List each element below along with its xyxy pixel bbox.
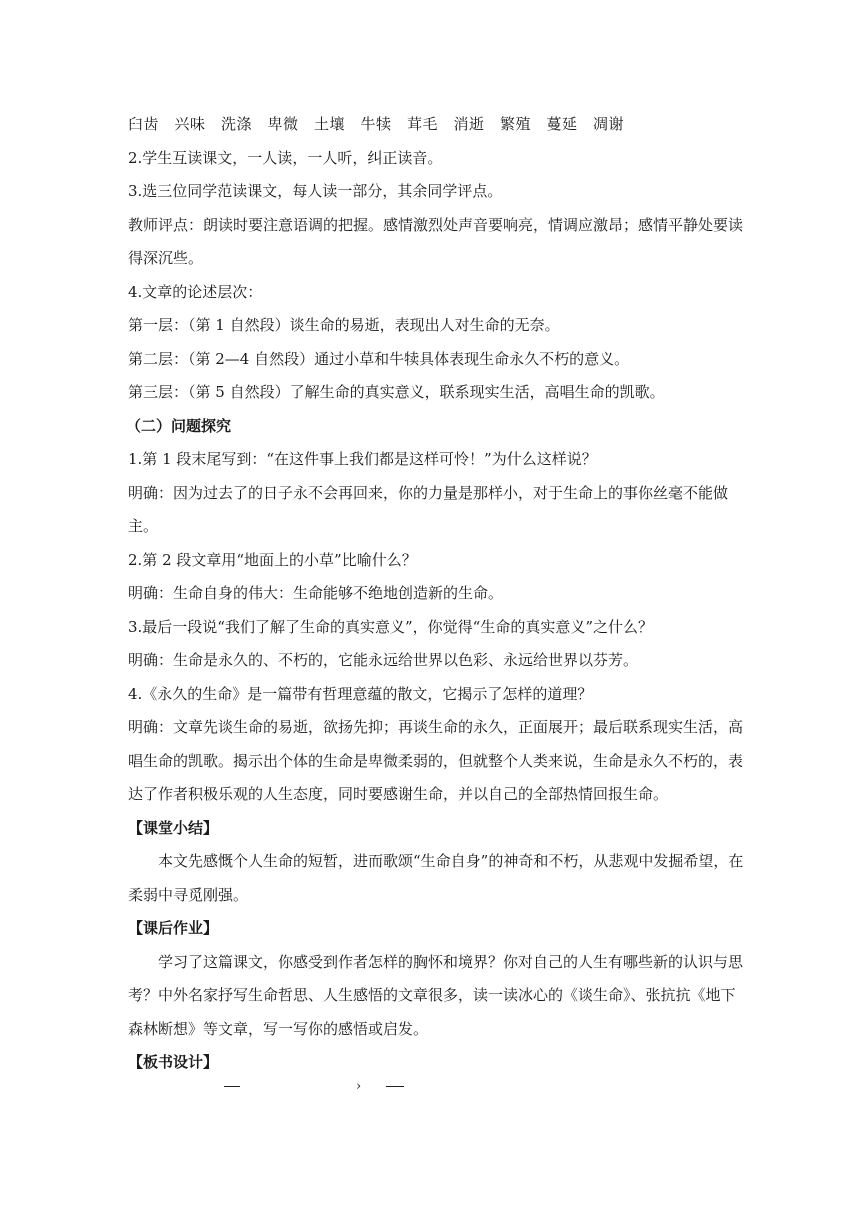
layer-3: 第三层：（第 5 自然段）了解生命的真实意义，联系现实生活，高唱生命的凯歌。 — [128, 383, 665, 401]
answer-4: 明确：文章先谈生命的易逝，欲扬先抑；再谈生命的永久，正面展开；最后联系现实生活，高唱生命的凯歌。揭示出个体的生命是卑微柔弱的，但就整个人类来说，生命是永久不朽的，表达了作者积极乐观的人生态度，同时要感谢生命，并以自己的全部热情回报生命。 — [128, 718, 744, 803]
layer-1: 第一层：（第 1 自然段）谈生命的易逝，表现出人对生命的无奈。 — [128, 316, 560, 334]
vocabulary-line: 臼齿 兴味 洗涤 卑微 土壤 牛犊 茸毛 消逝 繁殖 蔓延 凋谢 — [128, 115, 625, 133]
homework-heading: 【课后作业】 — [128, 919, 219, 937]
summary-heading: 【课堂小结】 — [128, 818, 219, 837]
step-3: 3.选三位同学范读课文，每人读一部分，其余同学评点。 — [128, 182, 503, 200]
answer-3: 明确：生命是永久的、不朽的，它能永远给世界以色彩、永远给世界以芬芳。 — [128, 651, 639, 669]
document-body — [128, 108, 744, 1080]
board-line-left — [224, 1086, 240, 1087]
board-arrow-mark: › — [356, 1079, 362, 1094]
step-2: 2.学生互读课文，一人读，一人听，纠正读音。 — [128, 148, 443, 167]
board-line-right — [386, 1086, 404, 1087]
summary-text: 本文先感慨个人生命的短暂，进而歌颂“生命自身”的神奇和不朽，从悲观中发掘希望，在柔弱中寻觅刚强。 — [128, 852, 744, 904]
question-3: 3.最后一段说“我们了解了生命的真实意义”，你觉得“生命的真实意义”之什么？ — [128, 617, 653, 636]
answer-2: 明确：生命自身的伟大：生命能够不绝地创造新的生命。 — [128, 584, 504, 602]
question-1: 1.第 1 段末尾写到：“在这件事上我们都是这样可怜！”为什么这样说？ — [128, 450, 597, 468]
homework-text: 学习了这篇课文，你感受到作者怎样的胸怀和境界？你对自己的人生有哪些新的认识与思考？中外名家抒写生命哲思、人生感悟的文章很多，读一读冰心的《谈生命》、张抗抗《地下森林断想》等文章，写一写你的感悟或启发。 — [128, 952, 744, 1038]
step-4: 4.文章的论述层次： — [128, 282, 263, 301]
teacher-comment: 教师评点：朗读时要注意语调的把握。感情激烈处声音要响亮，情调应激昂；感情平静处要读得深沉些。 — [128, 215, 744, 267]
layer-2: 第二层：（第 2—4 自然段）通过小草和牛犊具体表现生命永久不朽的意义。 — [128, 349, 630, 368]
answer-1: 明确：因为过去了的日子永不会再回来，你的力量是那样小，对于生命上的事你丝毫不能做主。 — [128, 483, 729, 535]
inquiry-heading: （二）问题探究 — [126, 416, 232, 435]
question-4: 4.《永久的生命》是一篇带有哲理意蕴的散文，它揭示了怎样的道理？ — [128, 684, 593, 703]
board-design-heading: 【板书设计】 — [128, 1053, 219, 1071]
question-2: 2.第 2 段文章用“地面上的小草”比喻什么？ — [128, 550, 417, 569]
board-design-diagram — [128, 1070, 744, 1110]
